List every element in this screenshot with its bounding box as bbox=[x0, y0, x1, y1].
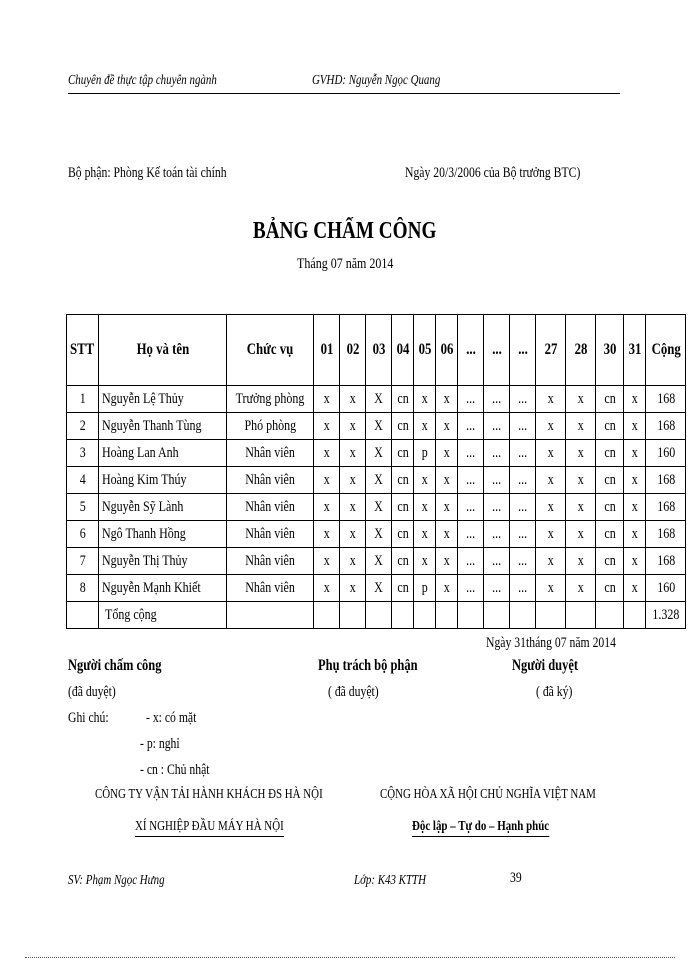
empty-cell bbox=[414, 602, 436, 629]
day-mark: x bbox=[314, 521, 340, 548]
empty-cell bbox=[366, 602, 392, 629]
day-mark: x bbox=[566, 440, 596, 467]
table-row bbox=[67, 548, 686, 575]
day-mark: x bbox=[314, 575, 340, 602]
day-mark: cn bbox=[596, 386, 624, 413]
row-index: 5 bbox=[67, 494, 99, 521]
day-mark: ... bbox=[458, 440, 484, 467]
empty-cell bbox=[458, 602, 484, 629]
column-header: 27 bbox=[536, 315, 566, 386]
day-mark: ... bbox=[484, 386, 510, 413]
day-mark: cn bbox=[392, 575, 414, 602]
day-mark: ... bbox=[458, 413, 484, 440]
row-total: 168 bbox=[646, 413, 686, 440]
employee-position: Trưởng phòng bbox=[227, 386, 314, 413]
table-row bbox=[67, 440, 686, 467]
day-mark: x bbox=[536, 386, 566, 413]
day-mark: x bbox=[436, 386, 458, 413]
note-item: - x: có mặt bbox=[146, 710, 197, 726]
day-mark: x bbox=[314, 413, 340, 440]
day-mark: x bbox=[536, 467, 566, 494]
employee-position: Nhân viên bbox=[227, 548, 314, 575]
table-header-row bbox=[67, 315, 686, 386]
table-row bbox=[67, 575, 686, 602]
day-mark: X bbox=[366, 548, 392, 575]
timekeeper-title: Người chấm công bbox=[68, 657, 162, 674]
table-row bbox=[67, 386, 686, 413]
day-mark: x bbox=[566, 386, 596, 413]
row-index: 4 bbox=[67, 467, 99, 494]
day-mark: x bbox=[566, 413, 596, 440]
day-mark: X bbox=[366, 467, 392, 494]
day-mark: x bbox=[340, 521, 366, 548]
row-index: 3 bbox=[67, 440, 99, 467]
day-mark: x bbox=[340, 467, 366, 494]
day-mark: cn bbox=[596, 548, 624, 575]
total-row bbox=[67, 602, 686, 629]
national-motto: Độc lập – Tự do – Hạnh phúc bbox=[412, 819, 588, 837]
employee-position: Nhân viên bbox=[227, 521, 314, 548]
employee-name: Nguyễn Mạnh Khiết bbox=[99, 575, 227, 602]
day-mark: ... bbox=[510, 440, 536, 467]
row-total: 160 bbox=[646, 440, 686, 467]
employee-position: Phó phòng bbox=[227, 413, 314, 440]
attendance-table bbox=[66, 314, 686, 629]
day-mark: ... bbox=[484, 494, 510, 521]
day-mark: x bbox=[624, 548, 646, 575]
day-mark: x bbox=[566, 521, 596, 548]
employee-name: Nguyễn Thanh Tùng bbox=[99, 413, 227, 440]
footer-class: Lớp: K43 KTTH bbox=[354, 873, 426, 888]
day-mark: x bbox=[536, 494, 566, 521]
column-header: STT bbox=[67, 315, 99, 386]
column-header: 31 bbox=[624, 315, 646, 386]
day-mark: p bbox=[414, 440, 436, 467]
day-mark: x bbox=[436, 521, 458, 548]
day-mark: x bbox=[340, 413, 366, 440]
empty-cell bbox=[67, 602, 99, 629]
day-mark: x bbox=[566, 575, 596, 602]
day-mark: x bbox=[624, 494, 646, 521]
day-mark: cn bbox=[392, 413, 414, 440]
day-mark: cn bbox=[596, 575, 624, 602]
day-mark: x bbox=[436, 548, 458, 575]
page-number: 39 bbox=[510, 870, 522, 886]
day-mark: x bbox=[536, 548, 566, 575]
day-mark: x bbox=[414, 467, 436, 494]
day-mark: x bbox=[314, 494, 340, 521]
column-header: Cộng bbox=[646, 315, 686, 386]
employee-position: Nhân viên bbox=[227, 440, 314, 467]
day-mark: x bbox=[624, 467, 646, 494]
column-header: Chức vụ bbox=[227, 315, 314, 386]
employee-name: Nguyễn Sỹ Lành bbox=[99, 494, 227, 521]
timekeeper-status: (đã duyệt) bbox=[68, 684, 116, 700]
table-row bbox=[67, 467, 686, 494]
day-mark: x bbox=[624, 440, 646, 467]
day-mark: x bbox=[414, 548, 436, 575]
row-index: 1 bbox=[67, 386, 99, 413]
day-mark: p bbox=[414, 575, 436, 602]
day-mark: x bbox=[414, 521, 436, 548]
day-mark: ... bbox=[484, 467, 510, 494]
day-mark: X bbox=[366, 413, 392, 440]
dept-head-status: ( đã duyệt) bbox=[328, 684, 379, 700]
day-mark: X bbox=[366, 575, 392, 602]
day-mark: ... bbox=[458, 386, 484, 413]
day-mark: ... bbox=[510, 386, 536, 413]
empty-cell bbox=[596, 602, 624, 629]
employee-position: Nhân viên bbox=[227, 575, 314, 602]
day-mark: x bbox=[566, 494, 596, 521]
day-mark: cn bbox=[596, 521, 624, 548]
table-row bbox=[67, 494, 686, 521]
day-mark: x bbox=[314, 440, 340, 467]
header-course-title: Chuyên đề thực tập chuyên ngành bbox=[68, 73, 217, 88]
employee-position: Nhân viên bbox=[227, 494, 314, 521]
day-mark: x bbox=[436, 467, 458, 494]
day-mark: x bbox=[314, 386, 340, 413]
column-header: 06 bbox=[436, 315, 458, 386]
header-rule bbox=[68, 93, 620, 94]
department-label: Bộ phận: Phòng Kế toán tài chính bbox=[68, 165, 227, 181]
approver-status: ( đã ký) bbox=[536, 684, 573, 700]
day-mark: ... bbox=[510, 413, 536, 440]
column-header: ... bbox=[484, 315, 510, 386]
day-mark: cn bbox=[392, 494, 414, 521]
notes-label: Ghi chú: bbox=[68, 710, 109, 726]
employee-name: Nguyễn Lệ Thủy bbox=[99, 386, 227, 413]
day-mark: X bbox=[366, 521, 392, 548]
day-mark: ... bbox=[510, 494, 536, 521]
day-mark: cn bbox=[392, 467, 414, 494]
row-total: 168 bbox=[646, 521, 686, 548]
column-header: 03 bbox=[366, 315, 392, 386]
day-mark: ... bbox=[484, 521, 510, 548]
empty-cell bbox=[536, 602, 566, 629]
total-label: Tổng cộng bbox=[99, 602, 227, 629]
day-mark: x bbox=[314, 467, 340, 494]
employee-name: Hoàng Lan Anh bbox=[99, 440, 227, 467]
day-mark: x bbox=[624, 386, 646, 413]
page-subtitle: Tháng 07 năm 2014 bbox=[296, 256, 394, 272]
table-row bbox=[67, 521, 686, 548]
day-mark: cn bbox=[596, 440, 624, 467]
row-total: 160 bbox=[646, 575, 686, 602]
day-mark: ... bbox=[484, 548, 510, 575]
approver-title: Người duyệt bbox=[512, 657, 579, 674]
employee-name: Ngô Thanh Hồng bbox=[99, 521, 227, 548]
day-mark: ... bbox=[458, 521, 484, 548]
day-mark: cn bbox=[596, 467, 624, 494]
row-total: 168 bbox=[646, 467, 686, 494]
day-mark: x bbox=[436, 494, 458, 521]
footer-student: SV: Phạm Ngọc Hưng bbox=[68, 873, 165, 888]
day-mark: x bbox=[436, 413, 458, 440]
empty-cell bbox=[510, 602, 536, 629]
day-mark: cn bbox=[392, 521, 414, 548]
empty-cell bbox=[624, 602, 646, 629]
day-mark: x bbox=[624, 575, 646, 602]
company-name: CÔNG TY VẬN TẢI HÀNH KHÁCH ĐS HÀ NỘI bbox=[95, 787, 323, 802]
day-mark: x bbox=[624, 413, 646, 440]
header-advisor: GVHD: Nguyễn Ngọc Quang bbox=[312, 73, 441, 88]
day-mark: ... bbox=[458, 467, 484, 494]
day-mark: cn bbox=[392, 440, 414, 467]
column-header: 01 bbox=[314, 315, 340, 386]
day-mark: x bbox=[414, 413, 436, 440]
day-mark: x bbox=[314, 548, 340, 575]
row-index: 6 bbox=[67, 521, 99, 548]
day-mark: ... bbox=[484, 440, 510, 467]
day-mark: x bbox=[414, 386, 436, 413]
column-header: Họ và tên bbox=[99, 315, 227, 386]
note-item: - p: nghỉ bbox=[140, 736, 180, 752]
page-title: BẢNG CHẤM CÔNG bbox=[253, 218, 437, 244]
column-header: ... bbox=[510, 315, 536, 386]
day-mark: x bbox=[536, 440, 566, 467]
day-mark: x bbox=[566, 548, 596, 575]
sign-date: Ngày 31tháng 07 năm 2014 bbox=[486, 635, 616, 651]
day-mark: cn bbox=[596, 494, 624, 521]
table-row bbox=[67, 413, 686, 440]
day-mark: ... bbox=[458, 575, 484, 602]
employee-name: Nguyễn Thị Thủy bbox=[99, 548, 227, 575]
footer-rule bbox=[25, 957, 675, 958]
employee-position: Nhân viên bbox=[227, 467, 314, 494]
column-header: 04 bbox=[392, 315, 414, 386]
day-mark: x bbox=[436, 440, 458, 467]
day-mark: ... bbox=[510, 575, 536, 602]
day-mark: x bbox=[414, 494, 436, 521]
empty-cell bbox=[314, 602, 340, 629]
row-total: 168 bbox=[646, 386, 686, 413]
day-mark: x bbox=[340, 440, 366, 467]
day-mark: ... bbox=[510, 521, 536, 548]
day-mark: X bbox=[366, 440, 392, 467]
day-mark: ... bbox=[510, 548, 536, 575]
day-mark: ... bbox=[484, 413, 510, 440]
column-header: 28 bbox=[566, 315, 596, 386]
unit-name: XÍ NGHIỆP ĐẦU MÁY HÀ NỘI bbox=[135, 819, 326, 837]
day-mark: cn bbox=[392, 386, 414, 413]
employee-name: Hoàng Kim Thúy bbox=[99, 467, 227, 494]
column-header: 05 bbox=[414, 315, 436, 386]
empty-cell bbox=[340, 602, 366, 629]
day-mark: cn bbox=[596, 413, 624, 440]
day-mark: x bbox=[436, 575, 458, 602]
note-item: - cn : Chủ nhật bbox=[140, 762, 210, 778]
row-index: 2 bbox=[67, 413, 99, 440]
column-header: 02 bbox=[340, 315, 366, 386]
day-mark: ... bbox=[458, 494, 484, 521]
row-index: 7 bbox=[67, 548, 99, 575]
day-mark: X bbox=[366, 494, 392, 521]
empty-cell bbox=[484, 602, 510, 629]
day-mark: x bbox=[536, 413, 566, 440]
empty-cell bbox=[227, 602, 314, 629]
day-mark: x bbox=[340, 575, 366, 602]
day-mark: x bbox=[624, 521, 646, 548]
row-total: 168 bbox=[646, 548, 686, 575]
day-mark: x bbox=[566, 467, 596, 494]
empty-cell bbox=[566, 602, 596, 629]
day-mark: x bbox=[536, 575, 566, 602]
day-mark: x bbox=[340, 548, 366, 575]
empty-cell bbox=[392, 602, 414, 629]
regulation-note: Ngày 20/3/2006 của Bộ trưởng BTC) bbox=[405, 165, 581, 181]
day-mark: cn bbox=[392, 548, 414, 575]
day-mark: x bbox=[340, 494, 366, 521]
dept-head-title: Phụ trách bộ phận bbox=[318, 657, 418, 674]
day-mark: x bbox=[340, 386, 366, 413]
empty-cell bbox=[436, 602, 458, 629]
grand-total: 1.328 bbox=[646, 602, 686, 629]
column-header: 30 bbox=[596, 315, 624, 386]
column-header: ... bbox=[458, 315, 484, 386]
row-index: 8 bbox=[67, 575, 99, 602]
day-mark: ... bbox=[484, 575, 510, 602]
day-mark: ... bbox=[458, 548, 484, 575]
day-mark: x bbox=[536, 521, 566, 548]
republic-name: CỘNG HÒA XÃ HỘI CHỦ NGHĨA VIỆT NAM bbox=[380, 787, 596, 802]
row-total: 168 bbox=[646, 494, 686, 521]
day-mark: X bbox=[366, 386, 392, 413]
day-mark: ... bbox=[510, 467, 536, 494]
